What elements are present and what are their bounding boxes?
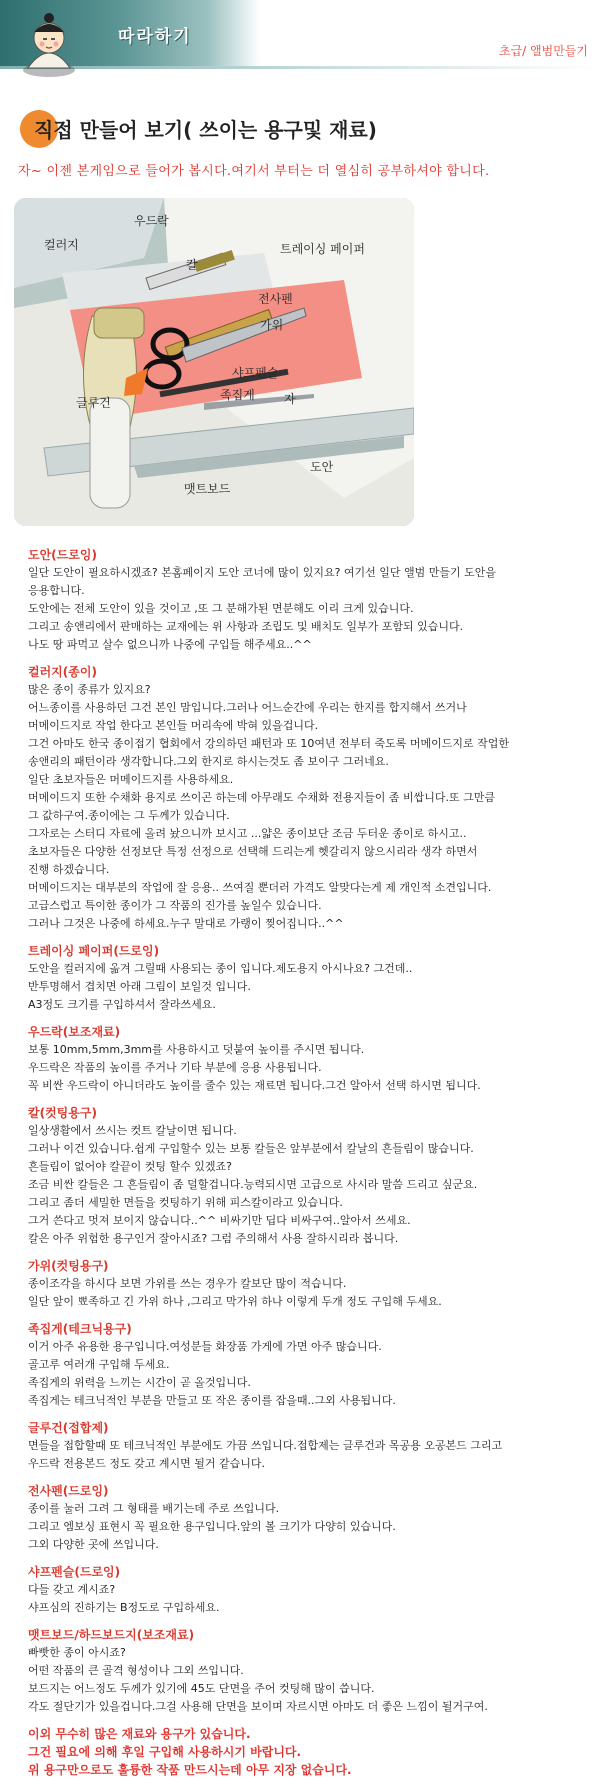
section-line: 그러나 이건 있습니다.쉽게 구입할수 있는 보통 칼들은 앞부분에서 칼날의 흔들림이 많습니다. (28, 1142, 474, 1155)
section-line: 그 값하구여.종이에는 그 두께가 있습니다. (28, 809, 230, 822)
section-line: 고급스럽고 특이한 종이가 그 작품의 진가를 높일수 있습니다. (28, 899, 322, 912)
header-divider (0, 66, 600, 69)
closing-line: 그건 필요에 의해 후일 구입해 사용하시기 바랍니다. (28, 1745, 302, 1759)
section-line: 그리고 송앤리에서 판매하는 교재에는 위 사항과 조립도 및 배치도 일부가 포함되 있습니다. (28, 620, 464, 633)
section-tracing (28, 942, 588, 1014)
breadcrumb[interactable]: 초급/ 앨범만들기 (498, 44, 588, 58)
section-doan (28, 546, 588, 654)
section-line: 보통 10mm,5mm,3mm를 사용하시고 덧붙여 높이를 주시면 됩니다. (28, 1043, 365, 1056)
section-line: 종이를 눌러 그려 그 형태를 배기는데 주로 쓰입니다. (28, 1502, 280, 1515)
section-line: 조금 비싼 칼들은 그 흔들림이 좀 덜할겁니다.능력되시면 고급으로 사시라 말씀 드리고 싶군요. (28, 1178, 478, 1191)
section-title: 가위(컷팅용구) (28, 1259, 109, 1273)
photo-label-colorji: 컬러지 (44, 238, 79, 252)
section-line: 각도 절단기가 있을겁니다.그걸 사용해 단면을 보이며 자르시면 아마도 더 좋은 느낌이 될거구여. (28, 1700, 488, 1713)
section-line: 샤프심의 진하기는 B정도로 구입하세요. (28, 1601, 220, 1614)
section-kal (28, 1104, 588, 1248)
section-line: 초보자들은 다양한 선정보단 특정 선정으로 선택해 드리는게 헷갈리지 않으시리라 생각 하면서 (28, 845, 478, 858)
section-title: 샤프펜슬(드로잉) (28, 1565, 121, 1579)
closing-notes (28, 1725, 588, 1779)
materials-content (28, 546, 588, 1779)
section-title: 족집게(테크닉용구) (28, 1322, 132, 1336)
section-line: 그거 쓴다고 멋져 보이지 않습니다..^^ 비싸기만 딥다 비싸구여..알아서 쓰세요. (28, 1214, 411, 1227)
section-line: 그건 아마도 한국 종이접기 협회에서 강의하던 패턴과 또 10여년 전부터 죽도록 머메이드지로 작업한 (28, 737, 509, 750)
photo-label-sharp: 샤프펜슬 (232, 366, 279, 380)
closing-line: 위 용구만으로도 훌륭한 작품 만드시는데 아무 지장 없습니다. (28, 1763, 352, 1777)
section-jokjipge (28, 1320, 588, 1410)
section-line: 그외 다양한 곳에 쓰입니다. (28, 1538, 159, 1551)
section-title: 전사펜(드로잉) (28, 1484, 109, 1498)
mascot-icon (18, 8, 80, 78)
section-matboard (28, 1626, 588, 1716)
closing-line: 이외 무수히 많은 재료와 용구가 있습니다. (28, 1727, 251, 1741)
photo-label-udurak: 우드락 (134, 214, 169, 228)
section-line: 족집게의 위력을 느끼는 시간이 곧 올것입니다. (28, 1376, 251, 1389)
photo-label-doan: 도안 (310, 460, 334, 474)
section-title: 컬러지(종이) (28, 665, 97, 679)
section-gluegun (28, 1419, 588, 1473)
section-line: 머메이드지는 대부분의 작업에 잘 응용.. 쓰여질 뿐더러 가격도 알맞다는게 제 개인적 소견입니다. (28, 881, 492, 894)
section-line: A3정도 크기를 구입하셔서 잘라쓰세요. (28, 998, 216, 1011)
section-line: 족집게는 테크닉적인 부분을 만들고 또 작은 종이를 잡을때..그외 사용됩니다. (28, 1394, 396, 1407)
section-line: 흔들림이 없어야 칼끝이 컷팅 할수 있겠죠? (28, 1160, 232, 1173)
section-line: 칼은 아주 위험한 용구인거 잘아시죠? 그럼 주의해서 사용 잘하시리라 봅니다. (28, 1232, 399, 1245)
photo-label-ja: 자 (284, 392, 296, 406)
section-gawi (28, 1257, 588, 1311)
section-line: 진행 하겠습니다. (28, 863, 110, 876)
section-line: 종이조각을 하시다 보면 가위를 쓰는 경우가 칼보단 많이 적습니다. (28, 1277, 347, 1290)
section-line: 반투명해서 겹치면 아래 그림이 보일것 입니다. (28, 980, 251, 993)
photo-label-gluegun: 글루건 (76, 396, 111, 410)
section-line: 그자로는 스터디 자료에 올려 놨으니까 보시고 ...얇은 종이보단 조금 두터운 종이로 하시고.. (28, 827, 467, 840)
section-line: 도안을 컬러지에 옮겨 그릴때 사용되는 종이 입니다.제도용지 아시나요? 그건데.. (28, 962, 413, 975)
section-line: 보드지는 어느정도 두께가 있기에 45도 단면을 주어 컷팅해 많이 씁니다. (28, 1682, 375, 1695)
photo-label-tracing: 트레이싱 페이퍼 (280, 242, 365, 256)
section-line: 일단 앞이 뾰족하고 긴 가위 하나 ,그리고 막가위 하나 이렇게 두개 정도 구입해 두세요. (28, 1295, 442, 1308)
section-title: 칼(컷팅용구) (28, 1106, 97, 1120)
intro-text: 자~ 이젠 본게임으로 들어가 봅시다.여기서 부터는 더 열심히 공부하셔야 합니다. (18, 164, 490, 179)
section-line: 다들 갖고 계시죠? (28, 1583, 116, 1596)
photo-label-gawi: 가위 (260, 318, 284, 332)
section-line: 빠빳한 종이 아시죠? (28, 1646, 126, 1659)
photo-label-mat: 맷트보드 (184, 482, 231, 496)
site-header (0, 0, 600, 80)
section-line: 어떤 작품의 큰 골격 형성이나 그외 쓰입니다. (28, 1664, 244, 1677)
section-title: 글루건(접합제) (28, 1421, 109, 1435)
section-line: 나도 땅 파먹고 살수 없으니까 나중에 구입들 해주세요..^^ (28, 638, 312, 651)
section-sharp (28, 1563, 588, 1617)
section-line: 머메이드지 또한 수채화 용지로 쓰이곤 하는데 아무래도 수채화 전용지들이 좀 비쌉니다.또 그만큼 (28, 791, 495, 804)
section-line: 우드락 전용본드 정도 갖고 계시면 될거 같습니다. (28, 1457, 265, 1470)
section-line: 머메이드지로 작업 한다고 본인들 머리속에 박혀 있을겁니다. (28, 719, 319, 732)
section-line: 꼭 비싼 우드락이 아니더라도 높이를 줄수 있는 재료면 됩니다.그건 알아서 선택 하시면 됩니다. (28, 1079, 481, 1092)
section-title: 도안(드로잉) (28, 548, 97, 562)
section-line: 어느종이를 사용하던 그건 본인 맘입니다.그러나 어느순간에 우리는 한지를 합지해서 쓰거나 (28, 701, 467, 714)
section-line: 일단 초보자들은 머메이드지를 사용하세요. (28, 773, 234, 786)
section-line: 골고루 여러개 구입해 두세요. (28, 1358, 170, 1371)
page-title: 직접 만들어 보기( 쓰이는 용구및 재료) (34, 118, 377, 142)
photo-label-kal: 칼 (186, 258, 198, 272)
photo-label-jokjipge: 족집게 (220, 388, 255, 402)
section-colorji (28, 663, 588, 933)
section-jeonsapen (28, 1482, 588, 1554)
section-line: 도안에는 전체 도안이 있을 것이고 ,또 그 분해가된 면분해도 이리 크게 있습니다. (28, 602, 414, 615)
header-title: 따라하기 (118, 27, 192, 47)
section-line: 이거 아주 유용한 용구입니다.여성분들 화장품 가게에 가면 아주 많습니다. (28, 1340, 382, 1353)
section-line: 많은 종이 종류가 있지요? (28, 683, 151, 696)
section-udurak (28, 1023, 588, 1095)
section-title: 트레이싱 페이퍼(드로잉) (28, 944, 160, 958)
photo-label-jeonsapen: 전사펜 (258, 292, 293, 306)
section-line: 송앤리의 패턴이라 생각합니다.그외 한지로 하시는것도 좀 보이구 그러네요. (28, 755, 389, 768)
section-line: 응용합니다. (28, 584, 85, 597)
section-title: 우드락(보조재료) (28, 1025, 121, 1039)
section-line: 일상생활에서 쓰시는 컷트 칼날이면 됩니다. (28, 1124, 237, 1137)
section-title: 맷트보드/하드보드지(보조재료) (28, 1628, 195, 1642)
section-line: 그리고 엠보싱 표현시 꼭 필요한 용구입니다.앞의 볼 크기가 다양히 있습니다. (28, 1520, 396, 1533)
tools-photo (14, 198, 414, 526)
section-line: 그러나 그것은 나중에 하세요.누구 말대로 가랭이 찢어집니다..^^ (28, 917, 344, 930)
section-line: 우드락은 작품의 높이를 주거나 기타 부분에 응용 사용됩니다. (28, 1061, 322, 1074)
section-line: 면들을 접합할때 또 테크닉적인 부분에도 가끔 쓰입니다.접합제는 글루건과 목공용 오공본드 그리고 (28, 1439, 503, 1452)
section-line: 일단 도안이 필요하시겠죠? 본홈페이지 도안 코너에 많이 있지요? 여기선 일단 앨범 만들기 도안을 (28, 566, 497, 579)
section-line: 그리고 좀더 세밀한 면들을 컷팅하기 위해 피스칼이라고 있습니다. (28, 1196, 343, 1209)
